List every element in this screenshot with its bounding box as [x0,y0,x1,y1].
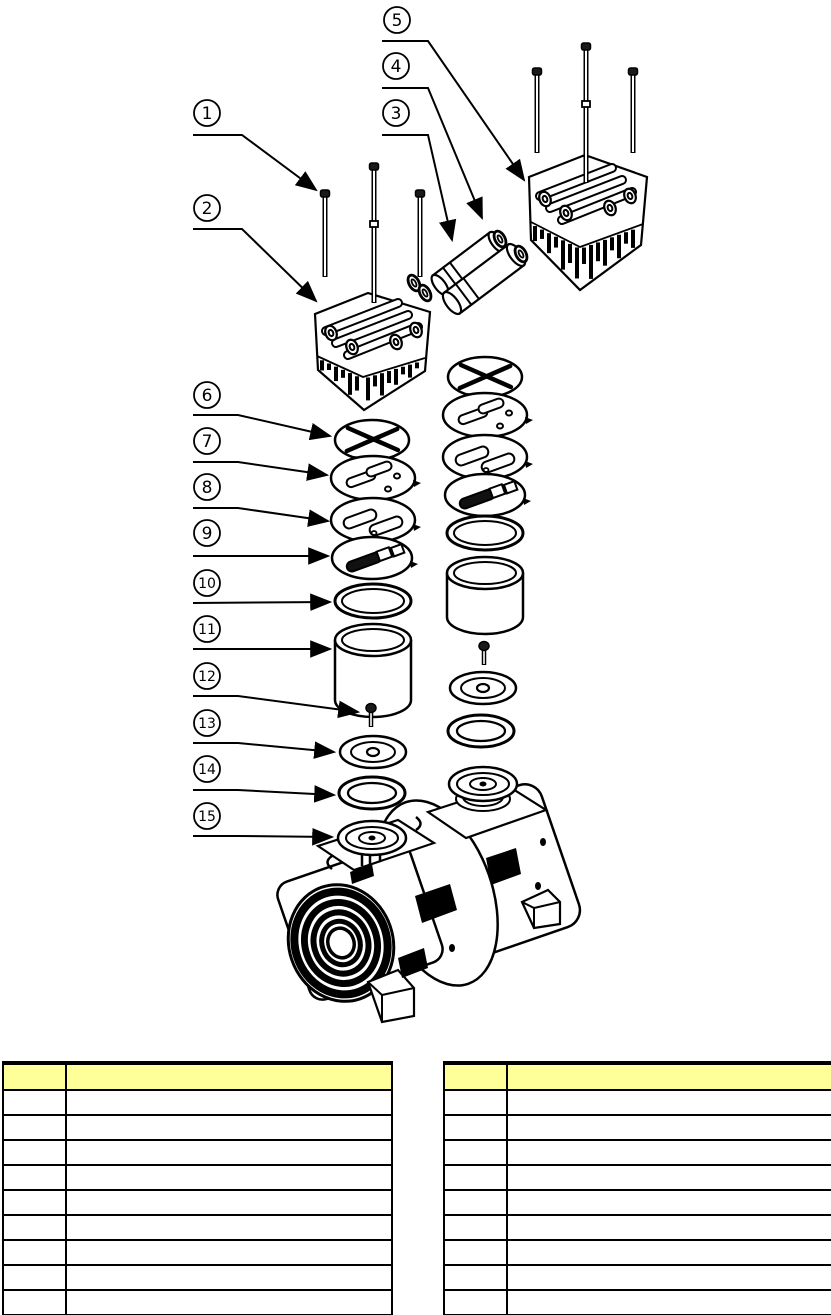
callout-8 [193,474,328,521]
cylinder-sleeves [428,229,528,317]
part-diaphragm [338,821,406,855]
table-cell [508,1091,831,1114]
table-header-cell [67,1065,391,1089]
valve-stack-right [443,357,533,801]
callout-9 [193,520,328,556]
part-valve1 [443,393,533,437]
part-cup [447,557,523,634]
table-row [445,1116,831,1141]
callout-number: 2 [201,199,213,220]
table-row [4,1091,391,1116]
table-row [4,1166,391,1191]
table-header-cell [4,1065,67,1089]
table-cell [508,1291,831,1314]
callout-number: 4 [390,57,402,78]
callout-11 [193,616,330,649]
part-valve3 [332,537,418,579]
callout-6 [193,382,330,436]
table-cell [445,1141,508,1164]
table-cell [508,1166,831,1189]
callout-number: 10 [198,576,216,593]
table-cell [67,1116,391,1139]
part-xgasket [335,420,409,460]
callout-number: 12 [198,669,216,686]
table-cell [508,1216,831,1239]
callout-10 [193,570,330,603]
table-cell [67,1191,391,1214]
head-screws-right [533,43,638,183]
table-cell [445,1166,508,1189]
table-cell [67,1091,391,1114]
table-cell [445,1266,508,1289]
part-valve1 [331,456,421,500]
table-cell [508,1141,831,1164]
table-cell [445,1191,508,1214]
table-row [4,1291,391,1315]
part-valve2 [331,498,421,542]
part-oringL [335,584,411,618]
cylinder-head-left [315,293,430,410]
callout-number: 1 [201,104,213,125]
callout-7 [193,428,327,475]
callout-number: 11 [198,622,216,639]
parts-table-right [443,1061,831,1315]
table-cell [4,1141,67,1164]
table-row [445,1291,831,1315]
part-valve2 [443,435,533,479]
table-header-row [4,1065,391,1091]
callout-13 [193,710,334,752]
table-row [445,1216,831,1241]
table-cell [67,1291,391,1314]
callout-number: 9 [201,524,213,545]
table-cell [67,1216,391,1239]
table-cell [508,1116,831,1139]
part-cup [335,624,411,717]
table-row [4,1191,391,1216]
part-ringF [339,777,405,809]
table-cell [4,1216,67,1239]
pump-motor-assembly [273,779,585,1022]
callout-5 [382,7,524,180]
part-valve3 [445,474,531,516]
table-row [4,1266,391,1291]
callout-number: 8 [201,478,213,499]
callout-12 [193,663,358,712]
table-row [445,1191,831,1216]
table-row [4,1241,391,1266]
table-row [445,1141,831,1166]
table-cell [67,1141,391,1164]
table-cell [67,1266,391,1289]
part-xgasket [448,357,522,397]
table-header-cell [445,1065,508,1089]
table-cell [508,1266,831,1289]
part-clamp [340,736,406,768]
table-cell [508,1241,831,1264]
callout-number: 15 [198,809,216,826]
callout-number: 14 [198,762,216,779]
table-header-cell [508,1065,831,1089]
callout-1 [193,100,316,190]
table-cell [445,1216,508,1239]
part-mscrew [479,642,489,666]
table-cell [4,1191,67,1214]
callout-number: 13 [198,716,216,733]
table-cell [4,1166,67,1189]
callout-number: 6 [201,386,213,407]
table-cell [508,1191,831,1214]
table-row [445,1166,831,1191]
table-row [4,1116,391,1141]
part-diaphragm [449,767,517,801]
table-row [4,1141,391,1166]
table-cell [67,1241,391,1264]
table-header-row [445,1065,831,1091]
table-row [445,1091,831,1116]
table-cell [4,1291,67,1314]
part-ringF [448,715,514,747]
part-oringL [447,516,523,550]
table-row [445,1241,831,1266]
table-cell [4,1091,67,1114]
callout-number: 3 [390,104,402,125]
callout-number: 5 [391,11,403,32]
table-cell [4,1116,67,1139]
table-cell [445,1116,508,1139]
table-row [445,1266,831,1291]
table-cell [67,1166,391,1189]
table-cell [445,1291,508,1314]
table-cell [445,1091,508,1114]
table-cell [445,1241,508,1264]
valve-stack-left [331,420,421,855]
callout-14 [193,756,334,795]
parts-table-left [2,1061,393,1315]
part-clamp [450,672,516,704]
table-row [4,1216,391,1241]
callout-number: 7 [201,432,213,453]
callout-15 [193,803,332,837]
table-cell [4,1241,67,1264]
callout-2 [193,195,316,301]
table-cell [4,1266,67,1289]
